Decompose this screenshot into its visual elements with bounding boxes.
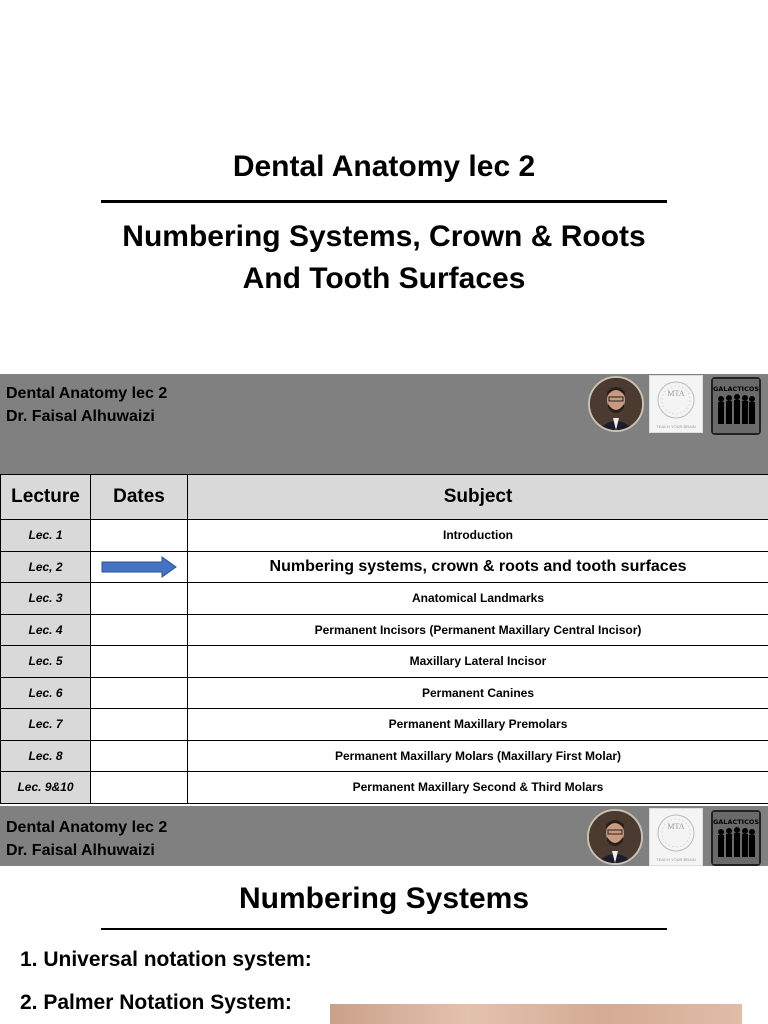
- cell-date: [91, 551, 188, 583]
- cell-subject: Introduction: [188, 520, 768, 552]
- slide-subtitle: [0, 216, 768, 300]
- subtitle-line-1: Numbering Systems, Crown & Roots: [122, 220, 646, 253]
- cell-date: [91, 614, 188, 646]
- galactics-logo-text: GALACTICOS: [713, 385, 759, 393]
- cell-lecture: Lec. 7: [1, 709, 91, 741]
- list-item-universal: 1. Universal notation system:: [20, 948, 312, 971]
- cell-date: [91, 646, 188, 678]
- slide-title: Dental Anatomy lec 2: [232, 150, 536, 183]
- cell-lecture: Lec. 4: [1, 614, 91, 646]
- cell-lecture: Lec. 1: [1, 520, 91, 552]
- cell-date: [91, 772, 188, 804]
- cell-date: [91, 583, 188, 615]
- banner-text-2: [6, 816, 167, 862]
- cell-subject: Permanent Maxillary Second & Third Molars: [188, 772, 768, 804]
- header-subject: Subject: [188, 475, 768, 520]
- table-row: [1, 551, 768, 583]
- table-row: [1, 583, 768, 615]
- instructor-avatar-2: [587, 809, 643, 865]
- banner-doctor-2: Dr. Faisal Alhuwaizi: [6, 842, 155, 859]
- cell-subject: Permanent Maxillary Premolars: [188, 709, 768, 741]
- header-lecture: Lecture: [1, 475, 91, 520]
- lecture-schedule-table: [0, 474, 768, 804]
- mta-logo-2: [649, 808, 703, 866]
- cell-lecture: Lec. 6: [1, 677, 91, 709]
- list-item-palmer: 2. Palmer Notation System:: [20, 991, 292, 1014]
- mta-logo: [649, 375, 703, 433]
- section-divider: [101, 928, 667, 930]
- mta-logo-text-2: MTA: [667, 822, 685, 831]
- cell-lecture: Lec. 5: [1, 646, 91, 678]
- galactics-logo-text-2: GALACTICOS: [713, 818, 759, 826]
- cell-subject: Permanent Maxillary Molars (Maxillary First Molar): [188, 740, 768, 772]
- cell-subject: Permanent Incisors (Permanent Maxillary Central Incisor): [188, 614, 768, 646]
- instructor-avatar: [588, 376, 644, 432]
- table-row: [1, 614, 768, 646]
- table-row: [1, 646, 768, 678]
- banner-text: [6, 382, 167, 428]
- cell-date: [91, 740, 188, 772]
- table-row: [1, 772, 768, 804]
- table-header-row: [1, 475, 768, 520]
- tooth-photo-partial: [330, 1004, 742, 1024]
- banner-doctor: Dr. Faisal Alhuwaizi: [6, 408, 155, 425]
- cell-lecture: Lec. 9&10: [1, 772, 91, 804]
- table-row: [1, 740, 768, 772]
- cell-date: [91, 677, 188, 709]
- section-title: Numbering Systems: [238, 882, 530, 915]
- banner-course: Dental Anatomy lec 2: [6, 385, 168, 402]
- table-row: [1, 709, 768, 741]
- banner-course-2: Dental Anatomy lec 2: [6, 819, 168, 836]
- mta-logo-text: MTA: [667, 389, 685, 398]
- current-lecture-arrow-icon: [100, 556, 178, 578]
- mta-logo-tagline-2: TEACH YOUR BRAIN: [656, 857, 696, 862]
- cell-lecture: Lec, 2: [1, 551, 91, 583]
- cell-subject: Maxillary Lateral Incisor: [188, 646, 768, 678]
- cell-date: [91, 709, 188, 741]
- cell-subject: Permanent Canines: [188, 677, 768, 709]
- cell-date: [91, 520, 188, 552]
- galactics-logo: [711, 377, 761, 435]
- cell-subject: Anatomical Landmarks: [188, 583, 768, 615]
- mta-logo-tagline: TEACH YOUR BRAIN: [656, 424, 696, 429]
- cell-subject: Numbering systems, crown & roots and tooth surfaces: [188, 551, 768, 583]
- title-divider: [101, 200, 667, 203]
- table-row: [1, 677, 768, 709]
- header-dates: Dates: [91, 475, 188, 520]
- galactics-logo-2: [711, 810, 761, 866]
- cell-lecture: Lec. 8: [1, 740, 91, 772]
- cell-lecture: Lec. 3: [1, 583, 91, 615]
- table-row: [1, 520, 768, 552]
- subtitle-line-2: And Tooth Surfaces: [242, 262, 526, 295]
